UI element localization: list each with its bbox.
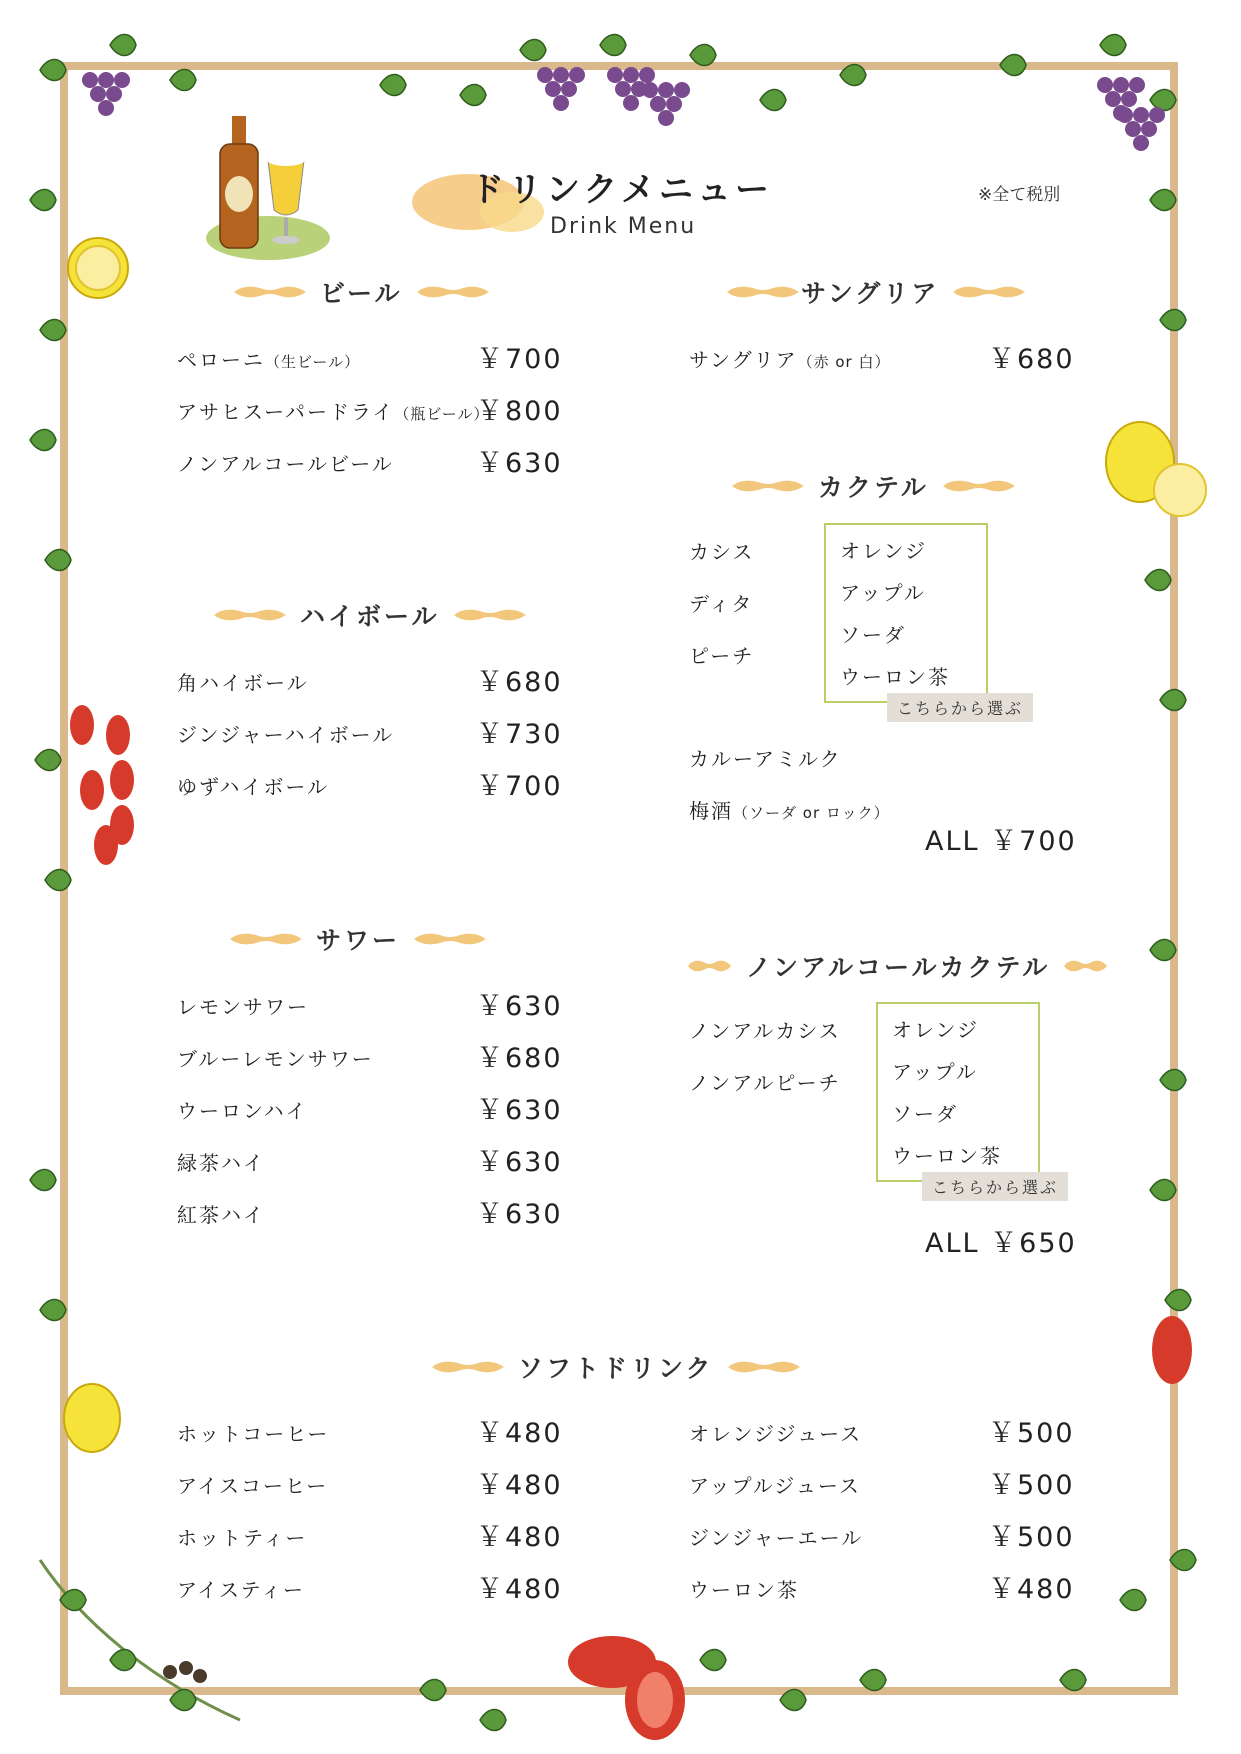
option-item: オレンジ (892, 1018, 979, 1042)
menu-item (177, 396, 490, 425)
menu-item: 紅茶ハイ (177, 1203, 265, 1227)
sour-heading: サワー (316, 926, 401, 955)
beer-bottle-icon (220, 116, 258, 248)
heading-ornament-icon (417, 284, 489, 300)
page-subtitle: Drink Menu (550, 214, 697, 239)
item-price: ￥680 (476, 667, 563, 698)
menu-item: ウーロン茶 (689, 1578, 799, 1602)
section-heading-beer (234, 274, 489, 310)
menu-item (177, 344, 360, 373)
choose-label: こちらから選ぶ (887, 693, 1033, 722)
item-price: ￥500 (988, 1470, 1075, 1501)
section-heading-sangria (727, 274, 1013, 310)
item-price: ALL ￥700 (925, 826, 1077, 857)
menu-item: ブルーレモンサワー (177, 1047, 374, 1071)
menu-item: カルーアミルク (689, 747, 842, 771)
menu-item: アイスコーヒー (177, 1474, 329, 1498)
heading-ornament-icon (214, 607, 286, 623)
menu-item (177, 448, 394, 477)
menu-item: ジンジャーエール (689, 1526, 864, 1550)
cocktail-heading: カクテル (818, 473, 929, 502)
section-heading-highball (214, 597, 526, 633)
menu-item (689, 344, 891, 373)
item-price: ￥480 (476, 1522, 563, 1553)
item-price: ￥480 (476, 1418, 563, 1449)
item-note: （瓶ビール） (394, 405, 490, 423)
heading-ornament-icon (414, 931, 486, 947)
item-note: （赤 or 白） (797, 353, 891, 371)
menu-item: ジンジャーハイボール (177, 723, 395, 747)
item-note: （生ビール） (265, 353, 361, 371)
heading-ornament-icon (688, 958, 732, 974)
item-price: ￥700 (476, 771, 563, 802)
left-vine (30, 190, 71, 1321)
item-name: サングリア (689, 348, 798, 372)
soft-drink-heading: ソフトドリンク (518, 1354, 714, 1383)
heading-ornament-icon (432, 1359, 504, 1375)
option-item: アップル (892, 1060, 978, 1084)
option-item: アップル (840, 581, 926, 605)
menu-item: 角ハイボール (177, 671, 309, 695)
option-item: ソーダ (892, 1102, 958, 1126)
option-item: ウーロン茶 (840, 665, 950, 689)
option-item: ウーロン茶 (892, 1144, 1002, 1168)
menu-item: ホットコーヒー (177, 1422, 330, 1446)
menu-item: アイスティー (177, 1578, 305, 1602)
item-price: ￥630 (476, 448, 563, 479)
section-heading-cocktail (732, 468, 1015, 504)
item-price: ￥480 (476, 1574, 563, 1605)
item-price: ￥630 (476, 1199, 563, 1230)
cocktail-base: カシス (689, 540, 755, 564)
item-price: ￥480 (476, 1470, 563, 1501)
sangria-heading: サングリア (801, 279, 940, 308)
item-name: アサヒスーパードライ (177, 400, 395, 424)
item-price: ALL ￥650 (925, 1228, 1077, 1259)
option-item: ソーダ (840, 623, 906, 647)
heading-ornament-icon (1064, 958, 1108, 974)
item-price: ￥680 (988, 344, 1075, 375)
heading-ornament-icon (732, 478, 804, 494)
menu-item: ウーロンハイ (177, 1099, 308, 1123)
item-price: ￥630 (476, 1095, 563, 1126)
cocktail-base: ノンアルピーチ (689, 1071, 841, 1095)
item-note: （ソーダ or ロック） (733, 804, 890, 822)
right-vine (1145, 190, 1191, 1311)
item-price: ￥680 (476, 1043, 563, 1074)
menu-item: レモンサワー (177, 995, 309, 1019)
heading-ornament-icon (234, 284, 306, 300)
section-heading-sour (230, 921, 486, 957)
choose-label: こちらから選ぶ (922, 1172, 1068, 1201)
cocktail-base: ピーチ (689, 644, 755, 668)
item-price: ￥500 (988, 1418, 1075, 1449)
item-price: ￥630 (476, 1147, 563, 1178)
menu-item: オレンジジュース (689, 1422, 863, 1446)
page-title: ドリンクメニュー (470, 170, 773, 210)
menu-item: アップルジュース (689, 1474, 861, 1498)
heading-ornament-icon (728, 1359, 800, 1375)
item-price: ￥700 (476, 344, 563, 375)
heading-ornament-icon (454, 607, 526, 623)
menu-item (689, 795, 890, 824)
section-heading-nonalcohol-cocktail (688, 948, 1108, 984)
highball-heading: ハイボール (300, 602, 440, 631)
section-heading-soft-drink (432, 1349, 800, 1385)
heading-ornament-icon (953, 284, 1013, 300)
tax-note: ※全て税別 (978, 185, 1061, 205)
menu-item: ホットティー (177, 1526, 308, 1550)
beer-heading: ビール (320, 279, 403, 308)
menu-item: 緑茶ハイ (177, 1151, 265, 1175)
cocktail-base: ディタ (689, 592, 754, 616)
heading-ornament-icon (943, 478, 1015, 494)
item-name: 梅酒 (689, 799, 733, 823)
option-item: オレンジ (840, 539, 927, 563)
item-price: ￥730 (476, 719, 563, 750)
item-price: ￥800 (476, 396, 563, 427)
item-price: ￥500 (988, 1522, 1075, 1553)
item-name: ノンアルコールビール (177, 452, 394, 476)
heading-ornament-icon (727, 284, 787, 300)
item-name: ペローニ (177, 348, 265, 372)
heading-ornament-icon (230, 931, 302, 947)
item-price: ￥480 (988, 1574, 1075, 1605)
menu-item: ゆずハイボール (177, 775, 329, 799)
cocktail-base: ノンアルカシス (689, 1019, 841, 1043)
item-price: ￥630 (476, 991, 563, 1022)
nonalcohol-cocktail-heading: ノンアルコールカクテル (746, 953, 1051, 982)
beer-illustration (200, 110, 330, 260)
